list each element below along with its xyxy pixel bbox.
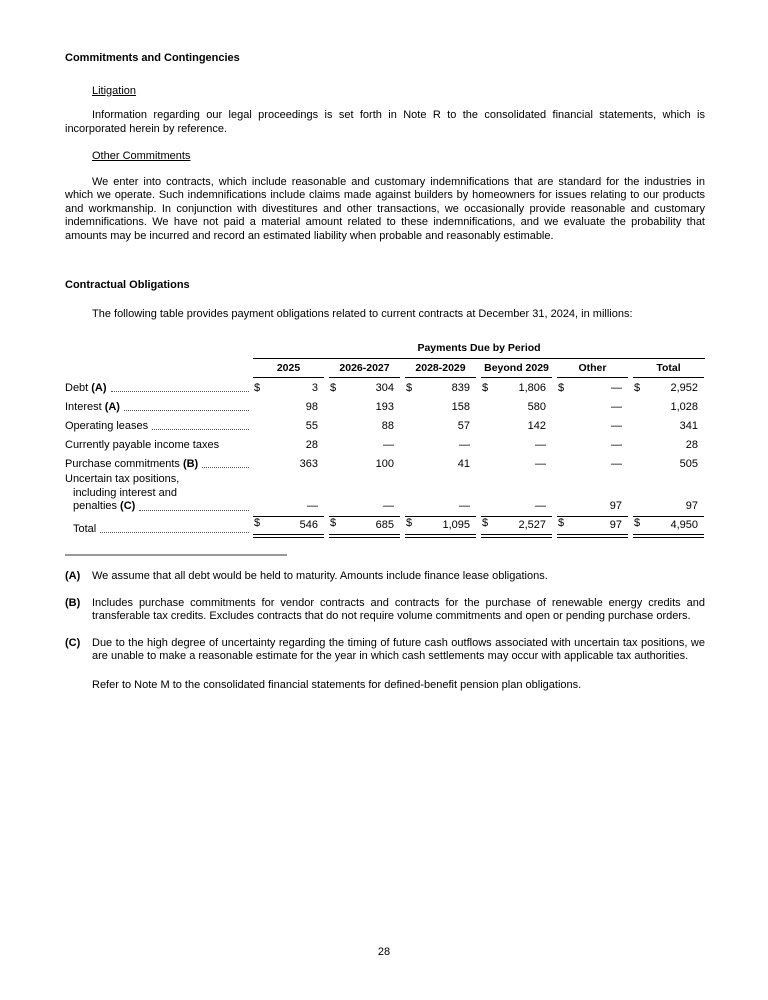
row-label	[65, 439, 253, 455]
currency-symbol: $	[482, 516, 489, 529]
table-cell	[253, 516, 324, 539]
cell-value: 142	[527, 419, 546, 432]
table-cell	[405, 439, 476, 455]
section-title-commitments: Commitments and Contingencies	[65, 52, 240, 64]
currency-symbol: $	[634, 516, 641, 529]
table-caption: Payments Due by Period	[253, 342, 705, 359]
currency-symbol: $	[558, 381, 565, 394]
table-cell	[329, 382, 400, 398]
footnote-c	[65, 637, 705, 664]
row-label-text: penalties (C)	[65, 500, 253, 514]
footnote-text: Due to the high degree of uncertainty regarding the timing of future cash outflows associated with uncertain tax positions, we are unable to make a reasonable estimate for the year in which cash settlements may occur with applicable tax authorities.	[92, 636, 705, 662]
cell-value: 580	[527, 400, 546, 413]
cell-value: 505	[679, 457, 698, 470]
row-label	[65, 473, 253, 516]
table-row-currently-payable-income-taxes	[65, 435, 705, 454]
currency-symbol: $	[634, 381, 641, 394]
cell-value: 55	[305, 419, 318, 432]
table-cell	[329, 420, 400, 436]
cell-value: 1,806	[518, 381, 546, 394]
cell-value: 158	[451, 400, 470, 413]
table-cell	[253, 458, 324, 474]
table-cell	[481, 401, 552, 417]
table-cell	[633, 516, 704, 539]
table-cell	[253, 500, 324, 516]
cell-value: —	[459, 500, 470, 512]
currency-symbol: $	[406, 381, 413, 394]
table-cell	[481, 516, 552, 539]
currency-symbol: $	[330, 381, 337, 394]
cell-value: 839	[451, 381, 470, 394]
table-cell	[329, 439, 400, 455]
row-label-text: including interest and	[73, 486, 177, 499]
cell-value: —	[383, 500, 394, 512]
table-cell	[557, 401, 628, 417]
cell-value: —	[383, 438, 394, 451]
cell-value: 685	[375, 518, 394, 531]
dot-leader	[124, 410, 249, 411]
table-cell	[405, 420, 476, 436]
footnote-label: (A)	[65, 570, 81, 582]
currency-symbol: $	[406, 516, 413, 529]
table-header-row	[65, 359, 705, 379]
footnote-b	[65, 597, 705, 624]
page-number: 28	[377, 946, 391, 958]
table-cell	[405, 401, 476, 417]
table-cell	[405, 516, 476, 539]
row-label-text: Purchase commitments	[65, 457, 180, 470]
table-cell	[557, 458, 628, 474]
table-cell	[557, 382, 628, 398]
dot-leader	[139, 510, 249, 511]
footnote-text: Includes purchase commitments for vendor contracts and contracts for the purchase of renewable energy credits and transferable tax credits. Excludes contracts that do not require volume commitments and open or pending purchase orders.	[92, 596, 705, 622]
cell-value: 304	[375, 381, 394, 394]
cell-value: —	[611, 438, 622, 451]
table-cell	[557, 420, 628, 436]
currency-symbol: $	[482, 381, 489, 394]
cell-value: 97	[685, 500, 698, 512]
cell-value: —	[611, 400, 622, 413]
cell-value: 28	[305, 438, 318, 451]
cell-value: 100	[375, 457, 394, 470]
footnote-label: (C)	[65, 636, 81, 649]
table-cell	[481, 382, 552, 398]
table-cell	[405, 458, 476, 474]
footnote-text: We assume that all debt would be held to maturity. Amounts include finance lease obligations.	[92, 570, 548, 582]
row-label	[65, 523, 253, 539]
currency-symbol: $	[330, 516, 337, 529]
footnote-label: (B)	[65, 596, 81, 609]
table-cell	[481, 439, 552, 455]
table-header-spacer	[65, 359, 253, 379]
cell-value: 57	[457, 419, 470, 432]
row-label	[65, 458, 253, 474]
cell-value: —	[535, 438, 546, 451]
table-cell	[329, 516, 400, 539]
table-row-operating-leases	[65, 416, 705, 435]
cell-value: 4,950	[670, 518, 698, 531]
row-label	[65, 420, 253, 436]
cell-value: 97	[609, 500, 622, 512]
table-cell	[405, 500, 476, 516]
cell-value: 546	[299, 518, 318, 531]
contractual-intro-paragraph: The following table provides payment obligations related to current contracts at December 31, 2024, in millions:	[92, 307, 633, 320]
table-cell	[557, 500, 628, 516]
other-commitments-paragraph: We enter into contracts, which include reasonable and customary indemnifications that are standard for the industries in which we operate. Such indemnifications include claims made against builders by homeowners for issues relating to our products and workmanship. In conjunction with divestitures and other transactions, we occasionally provide reasonable and customary indemnifications. We have not paid a material amount related to these indemnifications, and we evaluate the probability that amounts may be incurred and record an estimated liability when probable and reasonably estimable.	[65, 175, 705, 242]
subheading-litigation: Litigation	[92, 84, 137, 97]
table-caption-spacer	[65, 342, 253, 359]
footnote-ref: (C)	[120, 500, 136, 512]
footnote-divider	[65, 554, 287, 556]
table-cell	[481, 420, 552, 436]
row-label-text: Debt	[65, 381, 89, 394]
cell-value: —	[535, 457, 546, 470]
row-label	[65, 382, 253, 398]
row-label	[65, 401, 253, 417]
column-header-beyond-2029: Beyond 2029	[481, 359, 552, 379]
column-header-total: Total	[633, 359, 704, 379]
cell-value: 97	[609, 518, 622, 531]
table-cell	[633, 382, 704, 398]
currency-symbol: $	[558, 516, 565, 529]
cell-value: 41	[457, 457, 470, 470]
cell-value: —	[611, 457, 622, 470]
footnote-ref: (A)	[104, 400, 120, 413]
footnote-a	[65, 570, 705, 584]
cell-value: —	[307, 500, 318, 512]
cell-value: —	[535, 500, 546, 512]
cell-value: —	[459, 438, 470, 451]
cell-value: 98	[305, 400, 318, 413]
cell-value: 341	[679, 419, 698, 432]
column-header-2026-2027: 2026-2027	[329, 359, 400, 379]
table-cell	[633, 500, 704, 516]
table-cell	[633, 401, 704, 417]
table-cell	[557, 516, 628, 539]
table-cell	[405, 382, 476, 398]
table-row-interest	[65, 397, 705, 416]
table-cell	[329, 401, 400, 417]
currency-symbol: $	[254, 381, 261, 394]
cell-value: 1,095	[442, 518, 470, 531]
table-cell	[253, 401, 324, 417]
table-cell	[329, 500, 400, 516]
table-cell	[633, 439, 704, 455]
table-cell	[633, 420, 704, 436]
table-cell	[253, 439, 324, 455]
cell-value: 193	[375, 400, 394, 413]
dot-leader	[202, 467, 249, 468]
table-cell	[481, 500, 552, 516]
cell-value: —	[611, 419, 622, 432]
closing-note: Refer to Note M to the consolidated financial statements for defined-benefit pension plan obligations.	[92, 678, 582, 691]
dot-leader	[111, 391, 249, 392]
dot-leader	[100, 532, 249, 533]
footnote-ref: (B)	[182, 457, 199, 470]
cell-value: 88	[381, 419, 394, 432]
table-cell	[253, 420, 324, 436]
table-row-uncertain-tax-positions	[65, 473, 705, 516]
table-caption-row	[65, 342, 705, 359]
cell-value: 28	[685, 438, 698, 451]
table-row-debt	[65, 378, 705, 397]
table-cell	[481, 458, 552, 474]
column-header-2025: 2025	[253, 359, 324, 379]
row-label-text: Uncertain tax positions,	[65, 473, 180, 485]
section-title-contractual-obligations: Contractual Obligations	[65, 279, 190, 291]
row-label-text: Total	[73, 522, 97, 535]
cell-value: 2,952	[670, 381, 698, 394]
cell-value: 1,028	[670, 400, 698, 413]
row-label-text: Operating leases	[65, 419, 149, 432]
table-cell	[253, 382, 324, 398]
subheading-other-commitments: Other Commitments	[92, 150, 191, 162]
row-label-text: Currently payable income taxes	[65, 438, 220, 451]
payments-table	[65, 342, 705, 538]
cell-value: 2,527	[518, 518, 546, 531]
table-cell	[329, 458, 400, 474]
cell-value: 363	[299, 457, 318, 470]
dot-leader	[152, 429, 249, 430]
column-header-other: Other	[557, 359, 628, 379]
footnote-ref: (A)	[91, 381, 107, 394]
currency-symbol: $	[254, 516, 261, 529]
table-row-purchase-commitments	[65, 454, 705, 473]
row-label-text: Interest	[65, 400, 102, 413]
table-cell	[633, 458, 704, 474]
table-cell	[557, 439, 628, 455]
table-row-total	[65, 516, 705, 539]
cell-value: 3	[311, 381, 318, 394]
cell-value: —	[611, 381, 622, 394]
column-header-2028-2029: 2028-2029	[405, 359, 476, 379]
litigation-paragraph: Information regarding our legal proceedings is set forth in Note R to the consolidated financial statements, which is incorporated herein by reference.	[65, 109, 705, 135]
